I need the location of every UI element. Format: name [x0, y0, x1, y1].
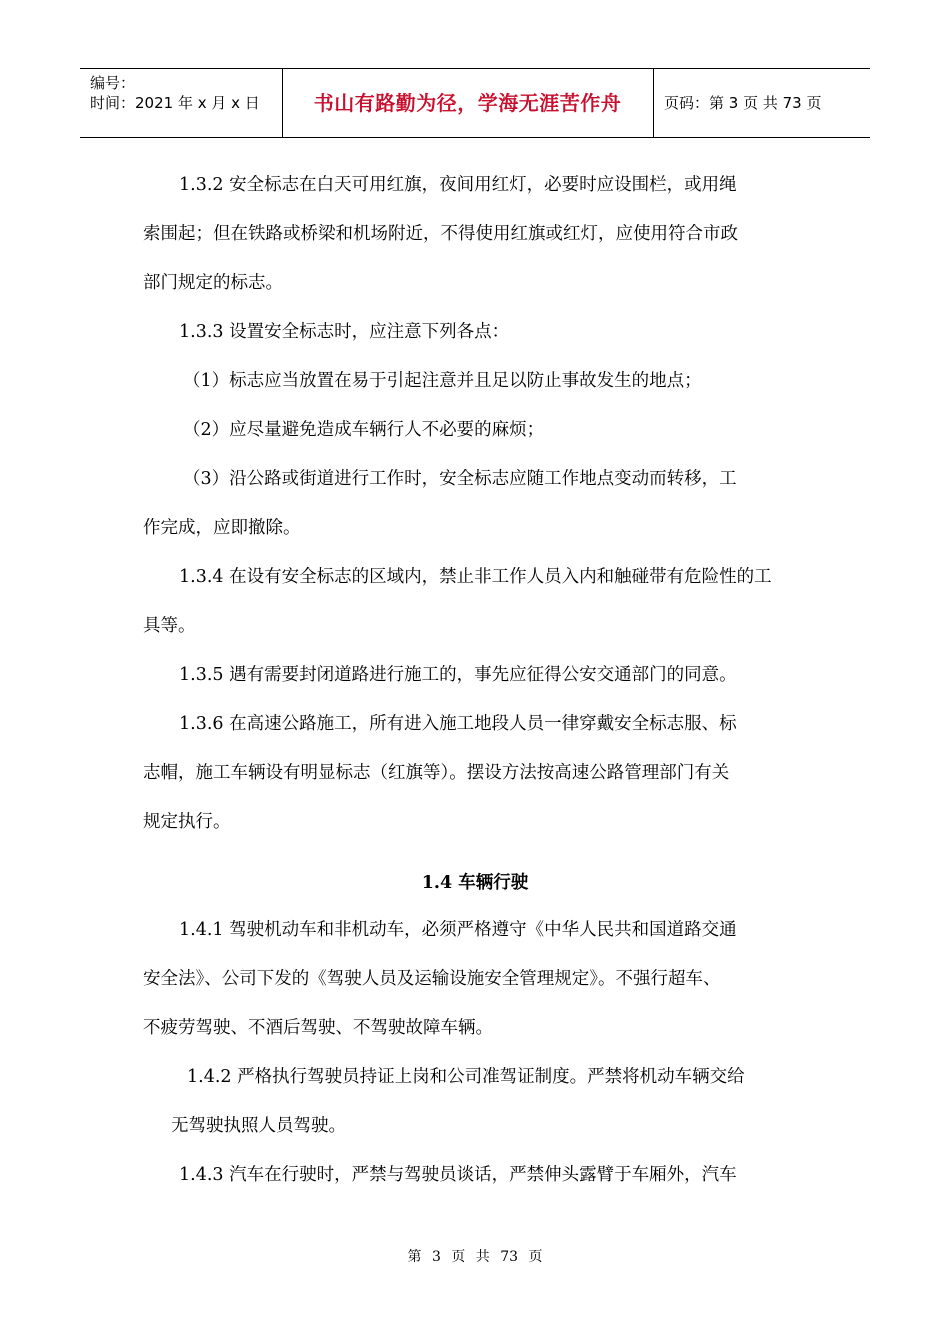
- list-item-3: [143, 455, 808, 553]
- text-line: 1.4.1 驾驶机动车和非机动车，必须严格遵守《中华人民共和国道路交通: [179, 920, 737, 940]
- text-line: 作完成，应即撤除。: [143, 518, 301, 538]
- text-line: 1.3.2 安全标志在白天可用红旗，夜间用红灯，必要时应设围栏，或用绳: [179, 175, 737, 195]
- text-line: 无驾驶执照人员驾驶。: [171, 1116, 346, 1136]
- paragraph-4: [143, 651, 808, 700]
- header-divider: [653, 69, 654, 137]
- text-line: （2）应尽量避免造成车辆行人不必要的麻烦；: [183, 420, 545, 440]
- text-line: 1.3.4 在设有安全标志的区域内，禁止非工作人员入内和触碰带有危险性的工: [179, 567, 772, 587]
- paragraph-7: [143, 1053, 808, 1151]
- section-heading: 1.4 车辆行驶: [421, 873, 529, 893]
- header-motto: 书山有路勤为径，学海无涯苦作舟: [313, 91, 622, 115]
- document-body-2: [143, 906, 808, 1200]
- page-footer: 第 3 页 共 73 页: [407, 1249, 543, 1265]
- serial-label: 编号：: [90, 74, 136, 92]
- header-page-info: 页码：第 3 页 共 73 页: [664, 94, 822, 112]
- text-line: 1.3.6 在高速公路施工，所有进入施工地段人员一律穿戴安全标志服、标: [179, 714, 737, 734]
- text-line: （3）沿公路或街道进行工作时，安全标志应随工作地点变动而转移，工: [183, 469, 737, 489]
- paragraph-5: [143, 700, 808, 847]
- paragraph-1: [143, 161, 808, 308]
- text-line: 索围起；但在铁路或桥梁和机场附近，不得使用红旗或红灯，应使用符合市政: [143, 224, 738, 244]
- text-line: 1.3.3 设置安全标志时，应注意下列各点：: [179, 322, 510, 342]
- list-item-1: [143, 357, 808, 406]
- page-header: [80, 68, 870, 138]
- paragraph-3: [143, 553, 808, 651]
- text-line: 1.4.3 汽车在行驶时，严禁与驾驶员谈话，严禁伸头露臂于车厢外，汽车: [179, 1165, 737, 1185]
- text-line: 志帽，施工车辆设有明显标志（红旗等）。摆设方法按高速公路管理部门有关: [143, 763, 730, 783]
- text-line: 1.4.2 严格执行驾驶员持证上岗和公司准驾证制度。严禁将机动车辆交给: [187, 1067, 745, 1087]
- header-meta: [90, 73, 260, 141]
- text-line: 安全法》、公司下发的《驾驶人员及运输设施安全管理规定》。不强行超车、: [143, 969, 721, 989]
- text-line: 具等。: [143, 616, 196, 636]
- document-body: [143, 161, 808, 847]
- paragraph-2: [143, 308, 808, 357]
- list-item-2: [143, 406, 808, 455]
- paragraph-6: [143, 906, 808, 1053]
- text-line: （1）标志应当放置在易于引起注意并且足以防止事故发生的地点；: [183, 371, 702, 391]
- paragraph-8: [143, 1151, 808, 1200]
- text-line: 部门规定的标志。: [143, 273, 283, 293]
- date-line: 时间：2021 年 x 月 x 日: [90, 94, 260, 112]
- text-line: 1.3.5 遇有需要封闭道路进行施工的，事先应征得公安交通部门的同意。: [179, 665, 737, 685]
- text-line: 不疲劳驾驶、不酒后驾驶、不驾驶故障车辆。: [143, 1018, 493, 1038]
- text-line: 规定执行。: [143, 812, 231, 832]
